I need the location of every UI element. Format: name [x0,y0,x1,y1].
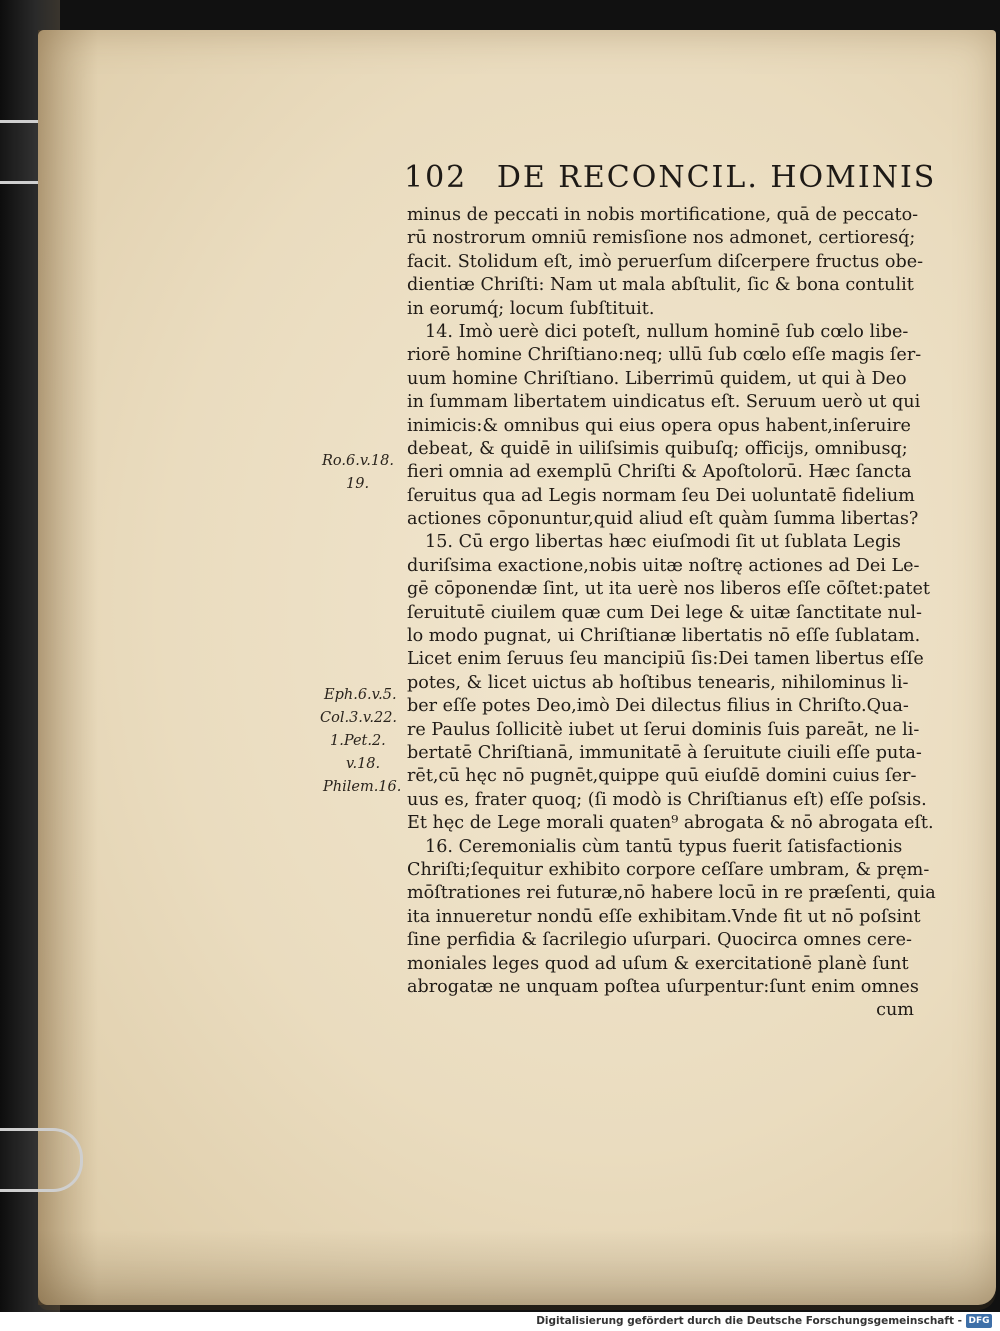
text-line: ſeruitutē ciuilem quæ cum Dei lege & uitæ ſanctitate nul- [407,602,922,623]
running-header [404,160,937,200]
text-line: re Paulus ſollicitè iubet ut ſerui dominis ſuis pareāt, ne li- [407,719,920,740]
margin-note: Philem.16. [323,779,402,795]
margin-note: Col.3.v.22. [320,710,398,726]
text-line: riorē homine Chriſtiano:neq; ullū ſub cœlo eſſe magis ſer- [407,345,922,366]
text-line: Chriſti;ſequitur exhibito corpore ceſſare umbram, & pręm- [407,859,930,880]
text-line: abrogatæ ne unquam poſtea uſurpentur:ſunt enim omnes [407,976,919,997]
text-line: rū nostrorum omniū remisſione nos admonet, certioresq́; [407,228,916,249]
text-line: 16. Ceremonialis cùm tantū typus fuerit ſatisfactionis [425,836,903,857]
catchword: cum [876,1000,914,1021]
text-line: in eorumq́; locum ſubſtituit. [407,298,655,319]
running-title: DE RECONCIL. HOMINIS [496,160,937,195]
text-line: potes, & licet uictus ab hoſtibus tenearis, nihilominus li- [407,672,909,693]
text-line: Licet enim ſeruus ſeu mancipiū ſis:Dei tamen libertus eſſe [407,649,924,670]
footer-credit: Digitalisierung gefördert durch die Deutsche Forschungsgemeinschaft - [536,1315,962,1327]
text-line: 15. Cū ergo libertas hæc eiuſmodi ſit ut ſublata Legis [425,532,901,553]
text-line: mōſtrationes rei futuræ,nō habere locū in re præſenti, quia [407,883,936,904]
margin-note: 19. [346,476,370,492]
margin-note: Eph.6.v.5. [324,687,397,703]
text-line: ſine perfidia & ſacrilegio uſurpari. Quocirca omnes cere- [407,930,912,951]
text-line: rēt,cū hęc nō pugnēt,quippe quū eiuſdē domini cuius ſer- [407,766,917,787]
text-line: bertatē Chriſtianā, immunitatē à ſeruitute ciuili eſſe puta- [407,742,922,763]
body-text [407,204,936,1023]
text-line: minus de peccati in nobis mortificatione, quā de peccato- [407,205,919,225]
text-line: lo modo pugnat, ui Chriſtianæ libertatis nō eſſe ſublatam. [407,626,921,647]
text-line: duriſsima exactione,nobis uitæ noſtrę actiones ad Dei Le- [407,555,920,576]
text-line: ber eſſe potes Deo,imò Dei dilectus filius in Chriſto.Qua- [407,696,909,717]
text-line: fieri omnia ad exemplū Chriſti & Apoſtolorū. Hæc ſancta [407,462,912,483]
text-line: gē cōponendæ ſint, ut ita uerè nos liberos eſſe cōſtet:patet [407,579,930,600]
paper-clip-bottom [0,1128,83,1192]
margin-note: Ro.6.v.18. [322,453,394,469]
text-line: ita innueretur nondū eſſe exhibitam.Vnde fit ut nō poſsint [407,906,921,927]
text-line: inimicis:& omnibus qui eius opera opus habent,inſeruire [407,415,911,436]
text-line: 14. Imò uerè dici poteſt, nullum hominē ſub cœlo libe- [425,321,909,342]
text-line: debeat, & quidē in uiliſsimis quibuſq; officijs, omnibusq; [407,438,908,459]
text-line: Et hęc de Lege morali quaten⁹ abrogata & nō abrogata eſt. [407,813,934,834]
margin-note: 1.Pet.2. [330,733,386,749]
page-number: 102 [404,160,468,195]
text-line: dientiæ Chriſti: Nam ut mala abſtulit, ſic & bona contulit [407,275,914,296]
text-line: uum homine Chriſtiano. Liberrimū quidem, ut qui à Deo [407,368,907,389]
page-fold-shadow [38,30,98,1305]
text-line: uus es, frater quoq; (ſi modò is Chriſtianus eſt) eſſe poſsis. [407,789,927,810]
text-line: ſeruitus qua ad Legis normam ſeu Dei uoluntatē fidelium [407,485,915,506]
text-line: in ſummam libertatem uindicatus eſt. Seruum uerò ut qui [407,392,921,413]
text-line: moniales leges quod ad uſum & exercitationē planè ſunt [407,953,909,974]
margin-note: v.18. [346,756,381,772]
text-line: actiones cōponuntur,quid aliud eſt quàm ſumma libertas? [407,509,919,530]
dfg-logo: DFG [966,1314,992,1328]
text-line: facit. Stolidum eſt, imò peruerſum diſcerpere fructus obe- [407,251,924,272]
